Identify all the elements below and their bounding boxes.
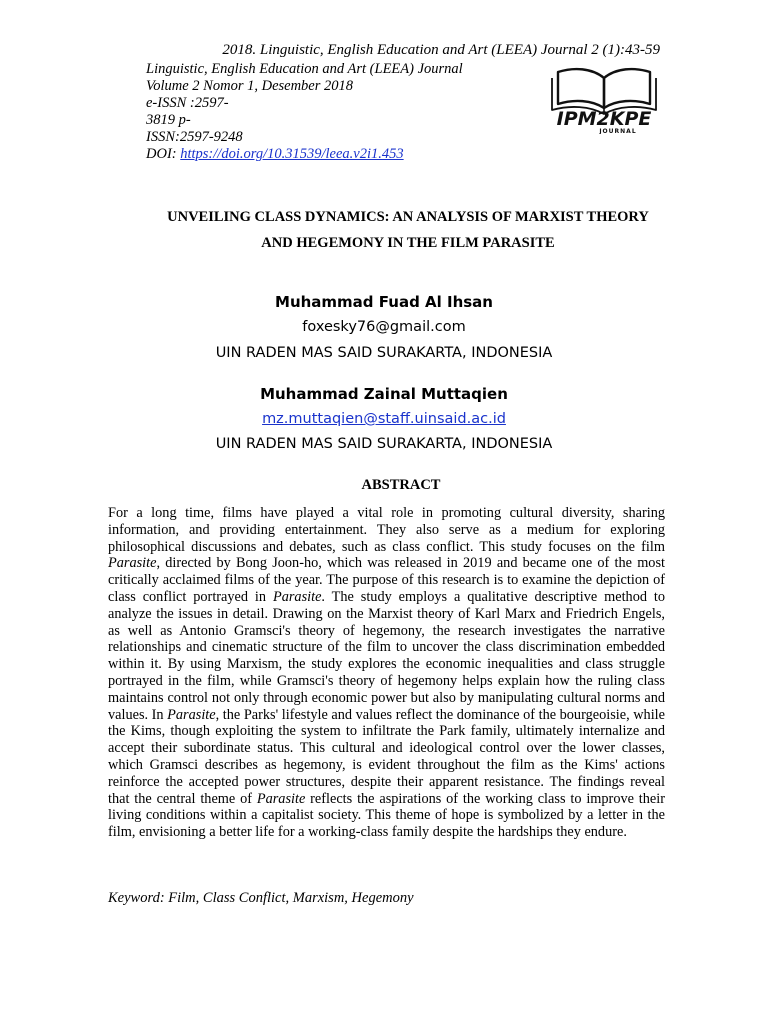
author-2-name: Muhammad Zainal Muttaqien [260,385,508,403]
eissn-line-2: 3819 p- [146,112,191,128]
pissn: ISSN:2597-9248 [146,129,243,145]
eissn-line-1: e-ISSN :2597- [146,95,229,111]
paper-title-line-2: AND HEGEMONY IN THE FILM PARASITE [261,235,555,251]
journal-volume: Volume 2 Nomor 1, Desember 2018 [146,78,354,94]
author-1-email: foxesky76@gmail.com [302,319,466,335]
paper-title [108,204,708,256]
film-title: Parasite [256,790,306,807]
author-2-affiliation: UIN RADEN MAS SAID SURAKARTA, INDONESIA [215,436,553,452]
keywords: Keyword: Film, Class Conflict, Marxism, Hegemony [108,890,414,906]
abstract-body [108,505,665,841]
running-head: 2018. Linguistic, English Education and Art (LEEA) Journal 2 (1):43-59 [222,42,660,58]
author-1-affiliation: UIN RADEN MAS SAID SURAKARTA, INDONESIA [215,345,553,361]
film-title: Parasite [167,706,216,723]
doi-label: DOI: [146,146,181,162]
abstract-text-4: , the Parks' lifestyle and values reflect the dominance of the bourgeoisie, while the Kims, though exploiting the system to infiltrate the Park family, ultimately internalize and accept their subordinate status. This cultural and ideological control over the lower classes, which Gramsci describes as hegemony, is evident throughout the film as the Kims' actions reinforce the accepted power structures, despite their apparent resistance. The findings reveal that the central theme of [108,706,665,807]
film-title: Parasite [108,555,157,572]
paper-title-line-1: UNVEILING CLASS DYNAMICS: AN ANALYSIS OF MARXIST THEORY [167,209,649,225]
author-1-name: Muhammad Fuad Al Ihsan [275,293,493,311]
abstract-heading: ABSTRACT [361,477,441,493]
abstract-text-2: , directed by Bong Joon-ho, which was released in 2019 and became one of the most critically acclaimed films of the year. The purpose of this research is to examine the depiction of class conflict portrayed in [108,555,665,605]
author-2-email[interactable]: mz.muttaqien@staff.uinsaid.ac.id [262,411,506,427]
journal-name: Linguistic, English Education and Art (LEEA) Journal [146,61,463,77]
abstract-text-3: . The study employs a qualitative descriptive method to analyze the issues in detail. Drawing on the Marxist theory of Karl Marx and Friedrich Engels, as well as Antonio Gramsci's theory of hegemony, the research investigates the narrative relationships and cinematic structure of the film to uncover the class discrimination embedded within it. By using Marxism, the study explores the economic inequalities and class struggle portrayed in the film, while Gramsci's theory of hegemony helps explain how the ruling class maintains control not only through economic power but also by manipulating cultural norms and values. In [108,588,666,723]
abstract-text-1: For a long time, films have played a vital role in promoting cultural diversity, sharing information, and providing entertainment. They also serve as a medium for exploring philosophical discussions and debates, such as class conflict. This study focuses on the film [108,505,665,555]
logo-subtext: JOURNAL [599,128,637,134]
journal-logo [548,64,660,134]
doi-link[interactable]: https://doi.org/10.31539/leea.v2i1.453 [180,146,404,162]
logo-text: IPM2KPE [556,108,652,130]
doi-line [146,146,463,163]
abstract-text-5: reflects the aspirations of the working class to improve their living conditions within a capitalist society. This theme of hope is symbolized by a letter in the film, envisioning a better life for a working-class family despite the hardships they endure. [108,790,665,841]
journal-info [146,61,463,163]
film-title: Parasite [272,588,322,605]
